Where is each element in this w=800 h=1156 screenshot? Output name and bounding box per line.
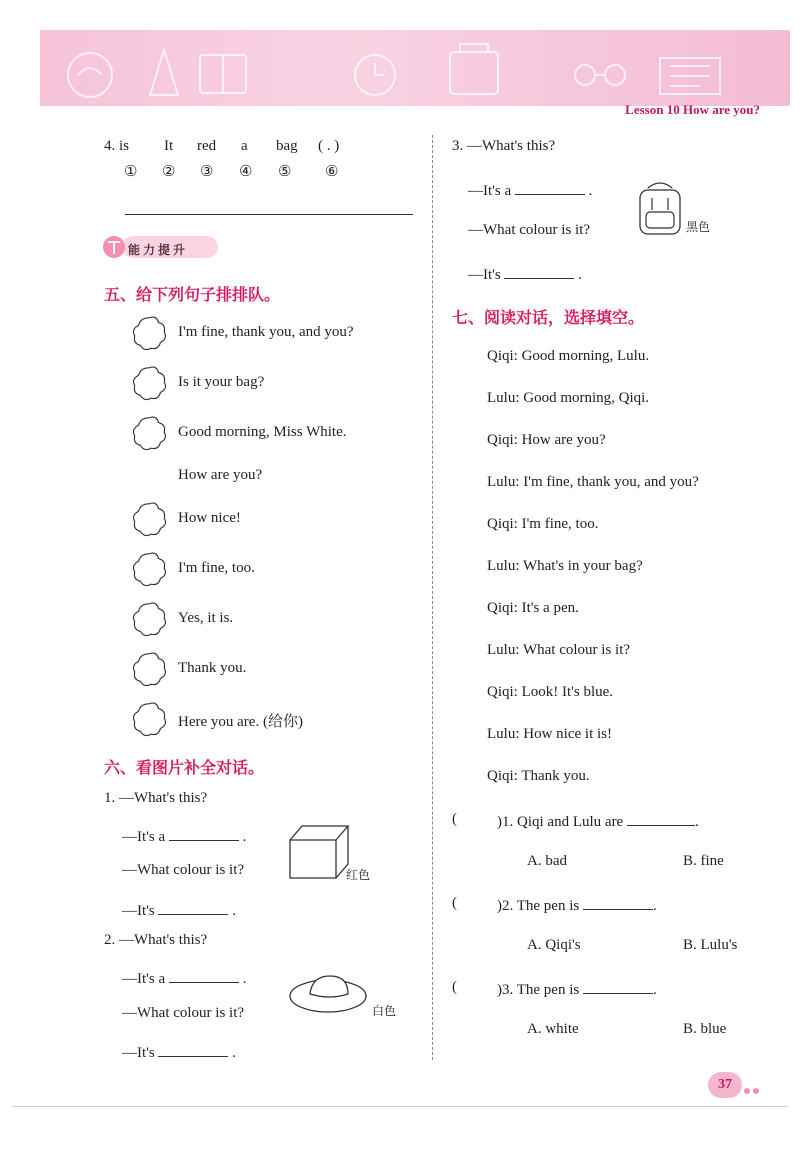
s7-q2-answer-paren[interactable]: ( [452, 895, 457, 911]
dialogue-line-10: Lulu: How nice it is! [487, 726, 612, 742]
answer-flower-4[interactable] [130, 500, 168, 538]
footer-rule [12, 1106, 788, 1107]
q4-word-4: a [241, 138, 248, 154]
blank[interactable] [169, 968, 239, 983]
dialogue-line-9: Qiqi: Look! It's blue. [487, 684, 614, 700]
blank[interactable] [583, 895, 653, 910]
s7-q2: )2. The pen is . [497, 895, 657, 915]
blank[interactable] [158, 900, 228, 915]
section5-item-3-cont: How are you? [178, 467, 263, 483]
answer-flower-6[interactable] [130, 600, 168, 638]
q4-word-2: It [164, 138, 174, 154]
section5-item-8: Here you are. (给你) [178, 714, 303, 730]
s7-q2-option-a[interactable]: A. Qiqi's [527, 937, 581, 953]
dialogue-line-5: Qiqi: I'm fine, too. [487, 516, 599, 532]
box-icon [288, 822, 352, 880]
q4-number-2: ② [162, 164, 176, 180]
q4-answer-line[interactable] [125, 214, 413, 215]
dialogue-line-6: Lulu: What's in your bag? [487, 558, 643, 574]
s6-q3-question: 3. —What's this? [452, 138, 556, 154]
s6-q3-color: 黑色 [686, 220, 711, 234]
dialogue-line-2: Lulu: Good morning, Qiqi. [487, 390, 650, 406]
section5-item-2: Is it your bag? [178, 374, 265, 390]
s6-q1-answer2: —What colour is it? [122, 862, 245, 878]
hat-icon [288, 970, 372, 1018]
s7-q3-option-b[interactable]: B. blue [683, 1021, 727, 1037]
ability-badge [100, 232, 220, 267]
s6-q1-question: 1. —What's this? [104, 790, 208, 806]
blank[interactable] [627, 811, 695, 826]
q4-number-6: ⑥ [325, 164, 339, 180]
section5-item-3: Good morning, Miss White. [178, 424, 347, 440]
s7-q1-option-b[interactable]: B. fine [683, 853, 724, 869]
header-banner [40, 30, 790, 106]
ability-badge-label: 能力提升 [128, 243, 189, 257]
dialogue-line-8: Lulu: What colour is it? [487, 642, 631, 658]
s6-q1-color: 红色 [346, 868, 371, 882]
answer-flower-5[interactable] [130, 550, 168, 588]
s6-q3-answer1: —It's a . [468, 180, 592, 200]
q4-number-5: ⑤ [278, 164, 292, 180]
section5-item-5: I'm fine, too. [178, 560, 255, 576]
q4-number-3: ③ [200, 164, 214, 180]
s7-q3-answer-paren[interactable]: ( [452, 979, 457, 995]
s6-q2-answer1: —It's a . [122, 968, 246, 988]
answer-flower-7[interactable] [130, 650, 168, 688]
lesson-title: Lesson 10 How are you? [625, 102, 760, 117]
dialogue-line-7: Qiqi: It's a pen. [487, 600, 579, 616]
section5-item-6: Yes, it is. [178, 610, 234, 626]
blank[interactable] [504, 264, 574, 279]
blank[interactable] [515, 180, 585, 195]
s6-q1-answer3: —It's . [122, 900, 236, 920]
answer-flower-2[interactable] [130, 364, 168, 402]
dialogue-line-3: Qiqi: How are you? [487, 432, 606, 448]
section5-item-1: I'm fine, thank you, and you? [178, 324, 354, 340]
section5-title: 五、给下列句子排排队。 [104, 285, 281, 304]
s6-q2-question: 2. —What's this? [104, 932, 208, 948]
s6-q1-answer1: —It's a . [122, 826, 246, 846]
s7-q3: )3. The pen is . [497, 979, 657, 999]
q4-word-5: bag [276, 138, 298, 154]
s7-q1-option-a[interactable]: A. bad [527, 853, 567, 869]
blank[interactable] [583, 979, 653, 994]
answer-flower-1[interactable] [130, 314, 168, 352]
section5-item-4: How nice! [178, 510, 241, 526]
s7-q2-option-b[interactable]: B. Lulu's [683, 937, 738, 953]
section6-title: 六、看图片补全对话。 [104, 758, 265, 777]
s6-q2-color: 白色 [372, 1004, 397, 1018]
s6-q3-answer3: —It's . [468, 264, 582, 284]
q4-word-6: ( . ) [318, 138, 340, 154]
dialogue-line-11: Qiqi: Thank you. [487, 768, 590, 784]
section7-title: 七、阅读对话，选择填空。 [452, 308, 645, 327]
q4-word-1: 4. is [104, 138, 130, 154]
column-divider [432, 135, 433, 1060]
page-number: 37 [708, 1072, 742, 1098]
s6-q2-answer3: —It's . [122, 1042, 236, 1062]
s6-q3-answer2: —What colour is it? [468, 222, 591, 238]
backpack-icon [634, 180, 686, 238]
q4-number-4: ④ [239, 164, 253, 180]
s6-q2-answer2: —What colour is it? [122, 1005, 245, 1021]
s7-q3-option-a[interactable]: A. white [527, 1021, 579, 1037]
stationery-doodles [40, 30, 790, 106]
dialogue-line-1: Qiqi: Good morning, Lulu. [487, 348, 650, 364]
answer-flower-3[interactable] [130, 414, 168, 452]
blank[interactable] [169, 826, 239, 841]
dialogue-line-4: Lulu: I'm fine, thank you, and you? [487, 474, 699, 490]
s7-q1: )1. Qiqi and Lulu are . [497, 811, 699, 831]
s7-q1-answer-paren[interactable]: ( [452, 811, 457, 827]
answer-flower-8[interactable] [130, 700, 168, 738]
page-dots [744, 1081, 762, 1099]
section5-item-7: Thank you. [178, 660, 247, 676]
blank[interactable] [158, 1042, 228, 1057]
q4-number-1: ① [124, 164, 138, 180]
q4-word-3: red [197, 138, 217, 154]
